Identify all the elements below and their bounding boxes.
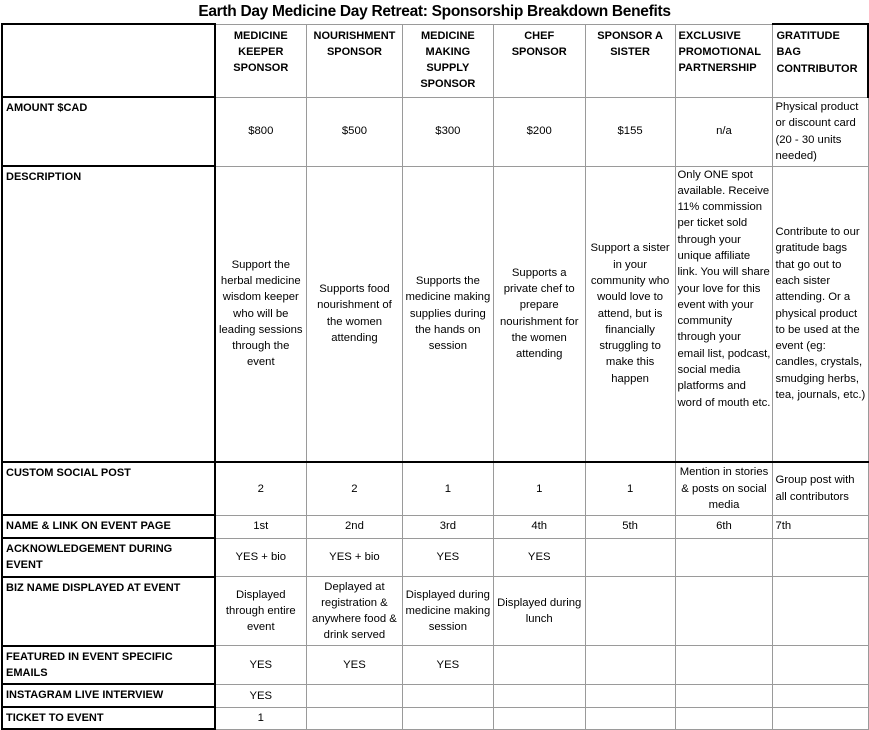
table-cell (585, 707, 675, 729)
table-cell: 2 (306, 462, 402, 515)
table-cell: Group post with all contributors (773, 462, 868, 515)
table-cell: Deplayed at registration & anywhere food & drink served (306, 577, 402, 646)
table-cell: 5th (585, 515, 675, 538)
table-cell: Support the herbal medicine wisdom keeper who will be leading sessions through the event (215, 166, 307, 462)
table-cell: Displayed during lunch (493, 577, 585, 646)
sponsorship-table (1, 23, 869, 730)
table-cell: Physical product or discount card (20 - 30 units needed) (773, 97, 868, 166)
table-cell: Mention in stories & posts on social media (675, 462, 773, 515)
row-label: ACKNOWLEDGEMENT DURING EVENT (2, 538, 215, 577)
row-label: AMOUNT $CAD (2, 97, 215, 166)
table-cell (675, 577, 773, 646)
table-cell (675, 684, 773, 707)
column-header: EXCLUSIVE PROMOTIONAL PARTNERSHIP (675, 24, 773, 97)
table-cell (493, 684, 585, 707)
table-cell: YES (402, 538, 493, 577)
table-cell (585, 577, 675, 646)
table-row (2, 515, 868, 538)
table-cell (675, 646, 773, 685)
row-label: FEATURED IN EVENT SPECIFIC EMAILS (2, 646, 215, 685)
table-cell: 1 (493, 462, 585, 515)
table-row (2, 707, 868, 729)
table-cell: $300 (402, 97, 493, 166)
column-header: GRATITUDE BAG CONTRIBUTOR (773, 24, 868, 97)
table-cell: 3rd (402, 515, 493, 538)
column-header: SPONSOR A SISTER (585, 24, 675, 97)
row-label: TICKET TO EVENT (2, 707, 215, 729)
table-cell: Supports food nourishment of the women attending (306, 166, 402, 462)
table-cell (675, 538, 773, 577)
table-cell: 2 (215, 462, 307, 515)
table-cell (773, 646, 868, 685)
column-header: MEDICINE MAKING SUPPLY SPONSOR (402, 24, 493, 97)
row-label: NAME & LINK ON EVENT PAGE (2, 515, 215, 538)
table-cell: Supports a private chef to prepare nourishment for the women attending (493, 166, 585, 462)
table-row (2, 577, 868, 646)
table-cell: n/a (675, 97, 773, 166)
table-cell (493, 707, 585, 729)
table-cell (675, 707, 773, 729)
table-cell: 7th (773, 515, 868, 538)
table-cell: Displayed through entire event (215, 577, 307, 646)
table-cell: Only ONE spot available. Receive 11% commission per ticket sold through your unique affiliate link. You will share your love for this event with your community through your email list, podcast, social media platforms and word of mouth etc. (675, 166, 773, 462)
table-cell: $200 (493, 97, 585, 166)
column-header: CHEF SPONSOR (493, 24, 585, 97)
table-row (2, 538, 868, 577)
row-label: BIZ NAME DISPLAYED AT EVENT (2, 577, 215, 646)
table-cell: Supports the medicine making supplies during the hands on session (402, 166, 493, 462)
table-cell: 1 (585, 462, 675, 515)
table-cell: 1st (215, 515, 307, 538)
table-row (2, 684, 868, 707)
table-cell (773, 538, 868, 577)
table-cell (306, 684, 402, 707)
table-cell: Support a sister in your community who would love to attend, but is financially struggling to make this happen (585, 166, 675, 462)
table-row (2, 646, 868, 685)
table-cell: YES (493, 538, 585, 577)
table-cell (402, 684, 493, 707)
table-cell: Displayed during medicine making session (402, 577, 493, 646)
corner-cell (2, 24, 215, 97)
header-row (2, 24, 868, 97)
table-cell: 1 (215, 707, 307, 729)
table-cell: YES (215, 646, 307, 685)
table-cell (773, 707, 868, 729)
table-cell (585, 538, 675, 577)
table-cell (493, 646, 585, 685)
table-cell (773, 684, 868, 707)
table-cell (773, 577, 868, 646)
row-label: CUSTOM SOCIAL POST (2, 462, 215, 515)
table-cell: $155 (585, 97, 675, 166)
table-cell: 4th (493, 515, 585, 538)
table-row (2, 97, 868, 166)
column-header: NOURISHMENT SPONSOR (306, 24, 402, 97)
table-cell (585, 684, 675, 707)
table-cell: YES + bio (306, 538, 402, 577)
table-cell: YES (402, 646, 493, 685)
table-cell: 2nd (306, 515, 402, 538)
table-cell: YES + bio (215, 538, 307, 577)
column-header: MEDICINE KEEPER SPONSOR (215, 24, 307, 97)
table-cell (402, 707, 493, 729)
table-cell: Contribute to our gratitude bags that go out to each sister attending. Or a physical product to be used at the event (eg: candles, crystals, smudging herbs, tea, journals, etc.) (773, 166, 868, 462)
table-cell: YES (215, 684, 307, 707)
row-label: DESCRIPTION (2, 166, 215, 462)
row-label: INSTAGRAM LIVE INTERVIEW (2, 684, 215, 707)
table-cell: 1 (402, 462, 493, 515)
table-cell: 6th (675, 515, 773, 538)
table-cell: YES (306, 646, 402, 685)
table-cell: $500 (306, 97, 402, 166)
table-row (2, 462, 868, 515)
table-cell (306, 707, 402, 729)
table-row (2, 166, 868, 462)
document-title: Earth Day Medicine Day Retreat: Sponsorship Breakdown Benefits (198, 3, 671, 20)
table-cell: $800 (215, 97, 307, 166)
table-cell (585, 646, 675, 685)
